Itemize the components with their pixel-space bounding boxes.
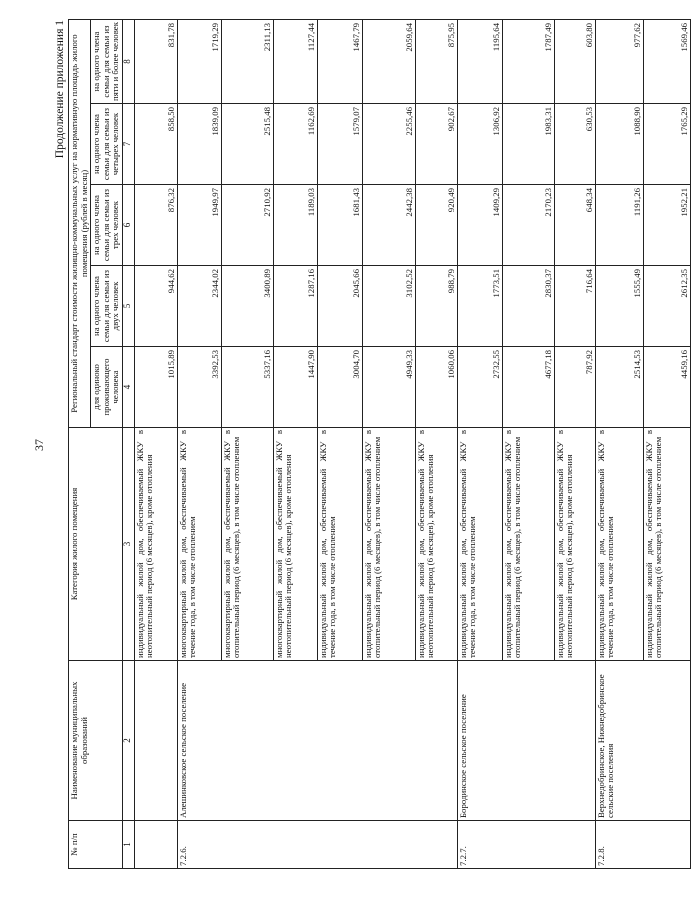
column-index: 7 [122, 104, 134, 185]
housing-category: индивидуальный жилой дом, обеспечиваемый ЖКУ в отопительный период (6 месяцев), в том числе отоплением [502, 428, 554, 661]
cost-value: 4949,33 [362, 347, 415, 428]
housing-category: индивидуальный жилой дом, обеспечиваемый ЖКУ в течение года, в том числе отоплением [317, 428, 362, 661]
page-number: 37 [32, 439, 46, 451]
header-family-2: на одного члена семьи для семьи из двух человек [91, 266, 123, 347]
table-row [595, 20, 643, 869]
continuation-note: Продолжение приложения 1 [54, 20, 66, 159]
housing-category: индивидуальный жилой дом, обеспечиваемый ЖКУ в неотопительный период (6 месяцев), кроме отопления [554, 428, 595, 661]
header-family-3: на одного члена семьи для семьи из трех человек [91, 185, 123, 266]
cost-value: 1409,29 [457, 185, 502, 266]
cost-value: 1765,29 [643, 104, 690, 185]
cost-value: 2515,48 [221, 104, 273, 185]
cost-value: 988,79 [415, 266, 457, 347]
cost-value: 3102,52 [362, 266, 415, 347]
cost-value: 1983,31 [502, 104, 554, 185]
cost-value: 944,62 [134, 266, 177, 347]
header-municipality: Наименование муниципальных образований [69, 661, 123, 821]
cost-value: 2442,38 [362, 185, 415, 266]
cost-value: 1189,03 [273, 185, 317, 266]
cost-value: 1681,43 [317, 185, 362, 266]
municipality-name: Верхнедобринское, Нижнедобринское сельские поселения [595, 661, 690, 821]
cost-value: 2710,92 [221, 185, 273, 266]
cost-value: 716,64 [554, 266, 595, 347]
housing-category: многоквартирный жилой дом, обеспечиваемый ЖКУ в течение года, в том числе отоплением [177, 428, 221, 661]
housing-category: индивидуальный жилой дом, обеспечиваемый ЖКУ в неотопительный период (6 месяцев), кроме отопления [134, 428, 177, 661]
cost-value: 2059,64 [362, 20, 415, 104]
cost-value: 1773,51 [457, 266, 502, 347]
housing-category: индивидуальный жилой дом, обеспечиваемый ЖКУ в отопительный период (6 месяцев), в том числе отоплением [362, 428, 415, 661]
cost-value: 4459,16 [643, 347, 690, 428]
cost-value: 1839,09 [177, 104, 221, 185]
cost-value: 2311,13 [221, 20, 273, 104]
cost-value: 3004,70 [317, 347, 362, 428]
cost-value: 1195,64 [457, 20, 502, 104]
cost-value: 1447,90 [273, 347, 317, 428]
cost-value: 831,78 [134, 20, 177, 104]
cost-value: 2732,55 [457, 347, 502, 428]
cost-value: 902,67 [415, 104, 457, 185]
cost-value: 787,92 [554, 347, 595, 428]
standard-cost-table [68, 19, 691, 869]
housing-category: многоквартирный жилой дом, обеспечиваемый ЖКУ в неотопительный период (6 месяцев), кроме отопления [273, 428, 317, 661]
cost-value: 2514,53 [595, 347, 643, 428]
cost-value: 1952,21 [643, 185, 690, 266]
header-standard: Региональный стандарт стоимости жилищно-коммунальных услуг на нормативную площадь жилого помещения (рублей в месяц) [69, 20, 91, 428]
cost-value: 1191,26 [595, 185, 643, 266]
cost-value: 1127,44 [273, 20, 317, 104]
cost-value: 2170,23 [502, 185, 554, 266]
row-number: 7.2.7. [457, 821, 595, 869]
column-index: 3 [122, 428, 134, 661]
cost-value: 1060,06 [415, 347, 457, 428]
cost-value: 876,32 [134, 185, 177, 266]
cost-value: 1569,46 [643, 20, 690, 104]
cost-value: 4677,18 [502, 347, 554, 428]
row-number: 7.2.6. [177, 821, 457, 869]
header-family-4: на одного члена семьи для семьи из четырех человек [91, 104, 123, 185]
cost-value: 603,80 [554, 20, 595, 104]
cost-value: 3392,53 [177, 347, 221, 428]
cost-value: 858,50 [134, 104, 177, 185]
cost-value: 1287,16 [273, 266, 317, 347]
cost-value: 1555,49 [595, 266, 643, 347]
cost-value: 2344,02 [177, 266, 221, 347]
housing-category: индивидуальный жилой дом, обеспечиваемый ЖКУ в отопительный период (6 месяцев), в том числе отоплением [643, 428, 690, 661]
table-body [134, 20, 690, 869]
column-index: 5 [122, 266, 134, 347]
municipality-name [134, 661, 177, 821]
municipality-name: Бородинское сельское поселение [457, 661, 595, 821]
cost-value: 3400,89 [221, 266, 273, 347]
column-index: 4 [122, 347, 134, 428]
housing-category: многоквартирный жилой дом, обеспечиваемый ЖКУ в отопительный период (6 месяцев), в том числе отоплением [221, 428, 273, 661]
cost-value: 1949,97 [177, 185, 221, 266]
row-number [134, 821, 177, 869]
column-index: 2 [122, 661, 134, 821]
row-number: 7.2.8. [595, 821, 690, 869]
column-index: 8 [122, 20, 134, 104]
cost-value: 5337,16 [221, 347, 273, 428]
cost-value: 920,49 [415, 185, 457, 266]
housing-category: индивидуальный жилой дом, обеспечиваемый ЖКУ в неотопительный период (6 месяцев), кроме отопления [415, 428, 457, 661]
cost-value: 630,53 [554, 104, 595, 185]
cost-value: 1015,89 [134, 347, 177, 428]
cost-value: 1787,49 [502, 20, 554, 104]
cost-value: 2045,66 [317, 266, 362, 347]
column-index: 1 [122, 821, 134, 869]
table-row [457, 20, 502, 869]
cost-value: 1306,92 [457, 104, 502, 185]
cost-value: 1162,69 [273, 104, 317, 185]
header-number: № п/п [69, 821, 123, 869]
housing-category: индивидуальный жилой дом, обеспечиваемый ЖКУ в течение года, в том числе отоплением [595, 428, 643, 661]
header-single: для одиноко проживающего человека [91, 347, 123, 428]
cost-value: 2612,35 [643, 266, 690, 347]
cost-value: 977,62 [595, 20, 643, 104]
column-index: 6 [122, 185, 134, 266]
cost-value: 1579,07 [317, 104, 362, 185]
cost-value: 2255,46 [362, 104, 415, 185]
cost-value: 1088,90 [595, 104, 643, 185]
cost-value: 2830,37 [502, 266, 554, 347]
housing-category: индивидуальный жилой дом, обеспечиваемый ЖКУ в течение года, в том числе отоплением [457, 428, 502, 661]
cost-value: 1467,79 [317, 20, 362, 104]
cost-value: 1719,29 [177, 20, 221, 104]
header-family-5plus: на одного члена семьи для семьи из пяти и более человек [91, 20, 123, 104]
cost-value: 648,34 [554, 185, 595, 266]
table-row [177, 20, 221, 869]
municipality-name: Алешинковское сельское поселение [177, 661, 457, 821]
header-category: Категория жилого помещения [69, 428, 123, 661]
table-row [134, 20, 177, 869]
cost-value: 875,95 [415, 20, 457, 104]
